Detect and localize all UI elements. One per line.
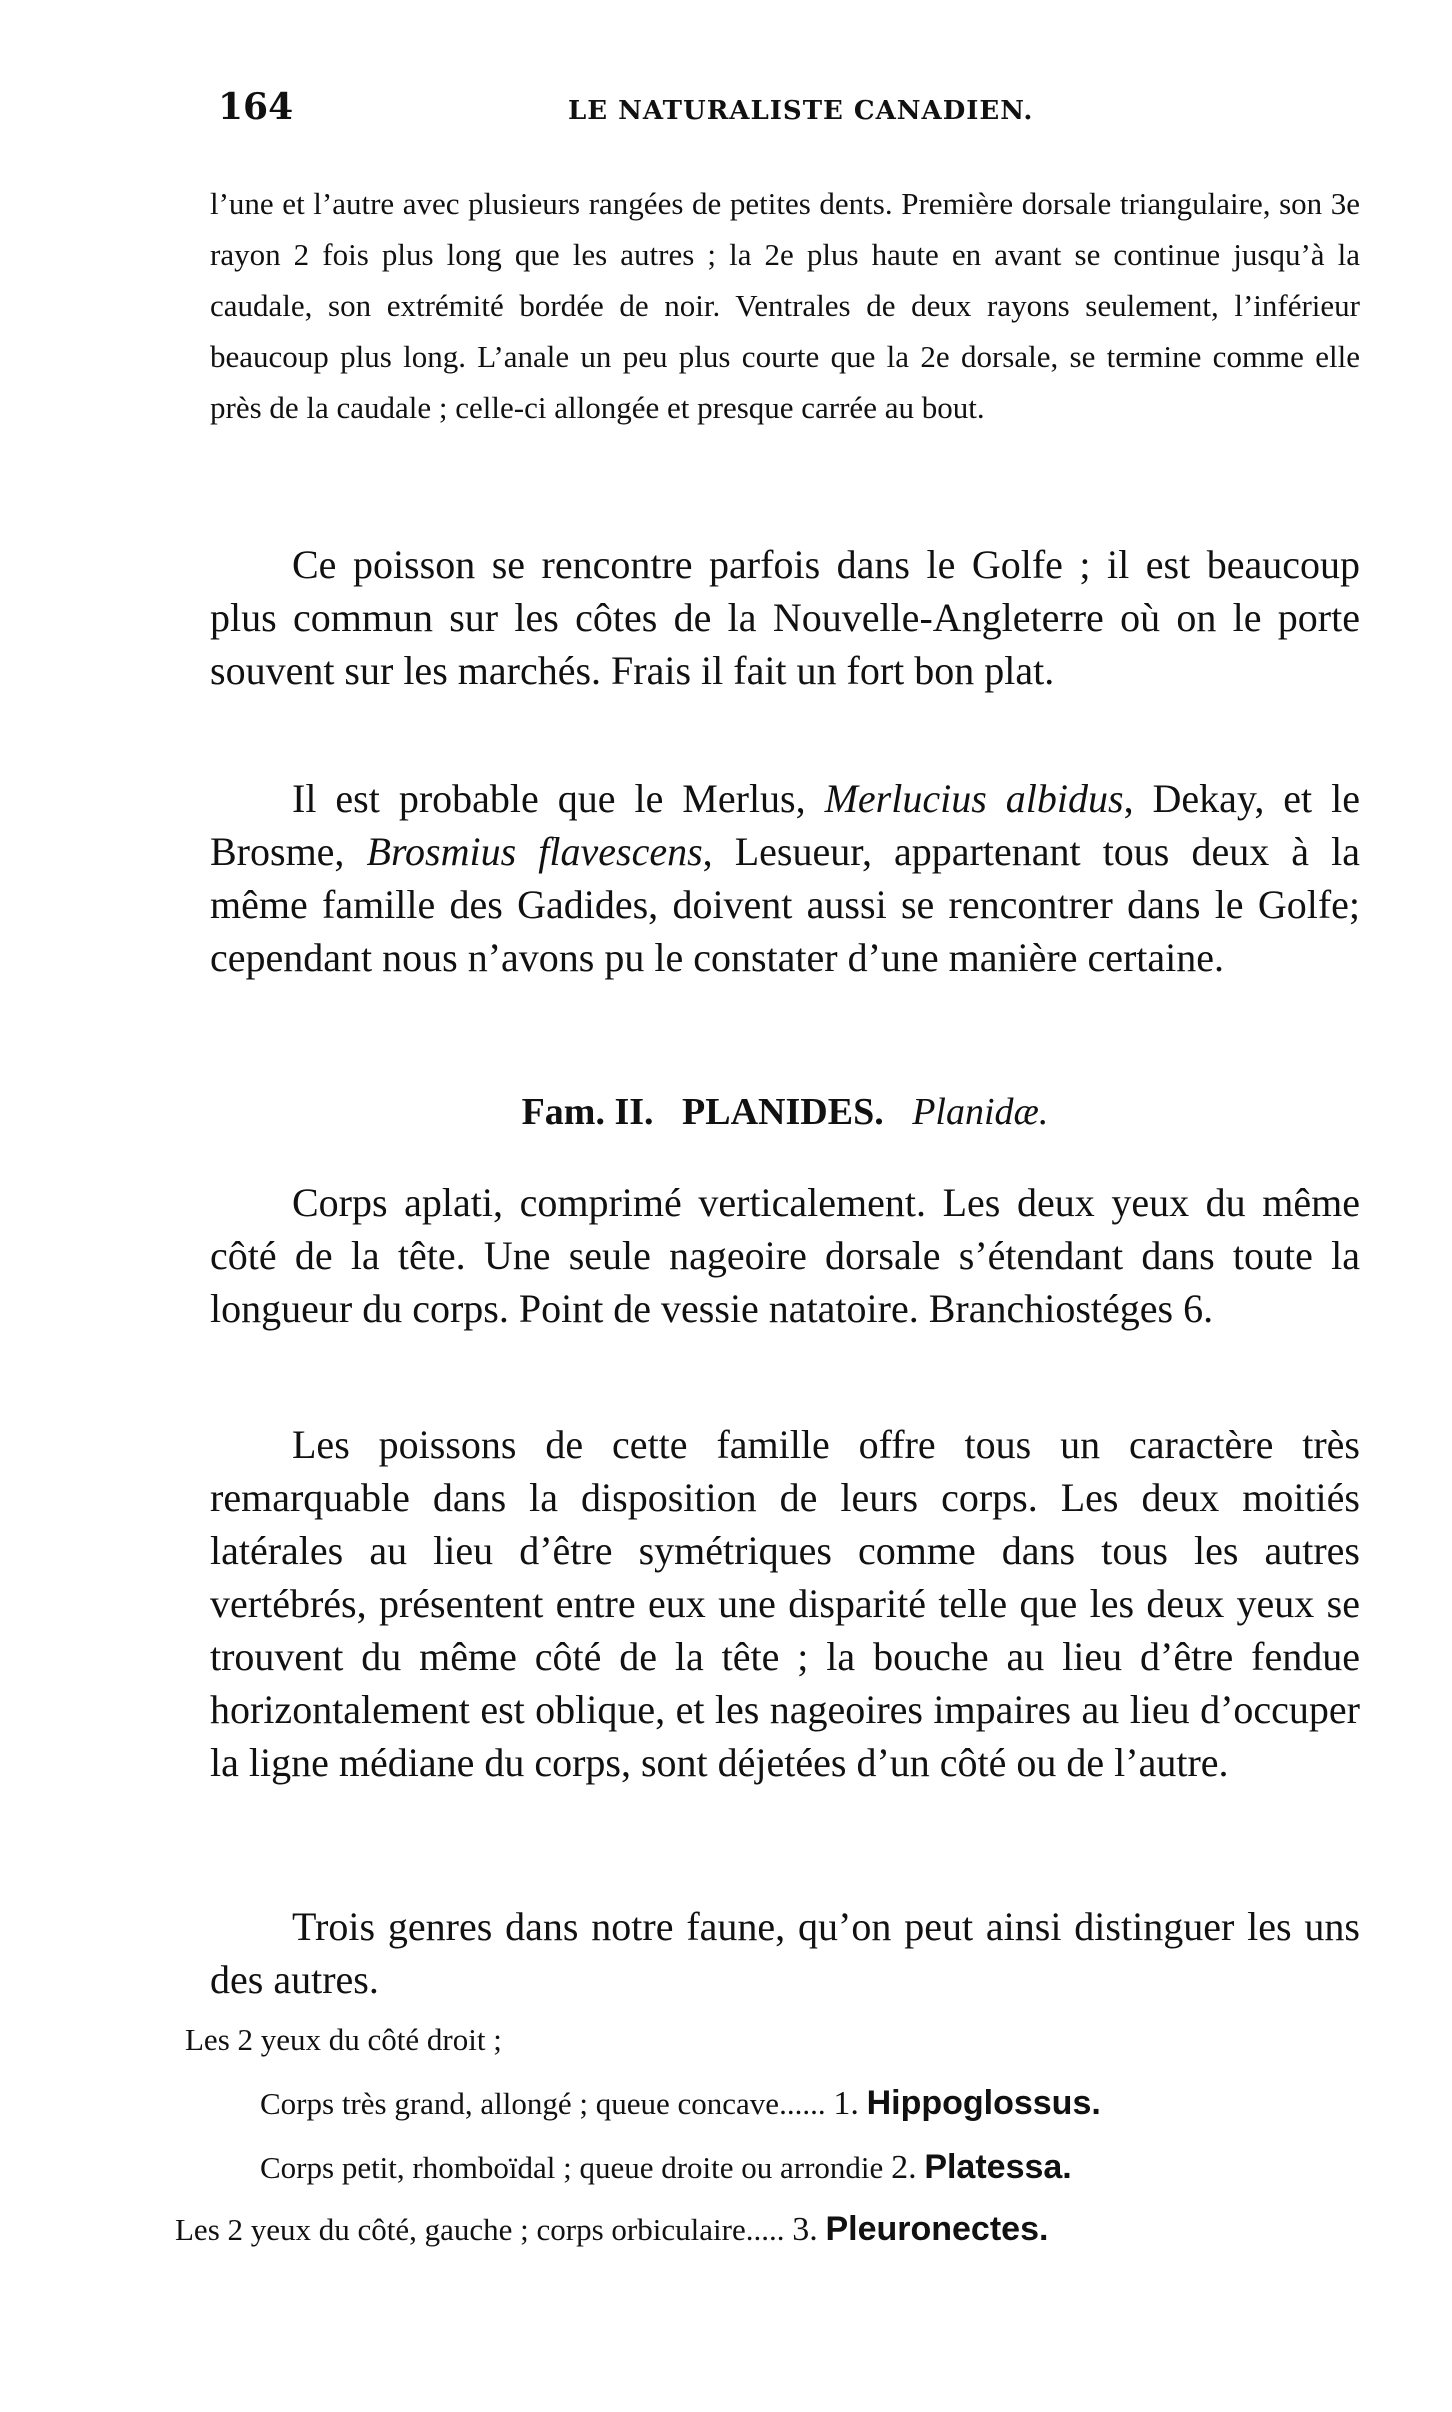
key-description: Corps très grand, allongé ; queue concave......: [260, 2086, 826, 2121]
key-number: 2.: [891, 2149, 917, 2186]
key-entry: [175, 2210, 1048, 2249]
family-number: Fam. II.: [521, 1091, 654, 1133]
paragraph-habitat: Ce poisson se rencontre parfois dans le Golfe ; il est beaucoup plus commun sur les côtes de la Nouvelle-Angleterre où on le porte souvent sur les marchés. Frais il fait un fort bon plat.: [210, 542, 1360, 693]
species-name: Brosmius flavescens: [366, 829, 703, 874]
genus-name: Pleuronectes.: [825, 2210, 1049, 2248]
key-number: 3.: [792, 2211, 818, 2248]
paragraph-family-description: Corps aplati, comprimé verticalement. Les deux yeux du même côté de la tête. Une seule nageoire dorsale s’étendant dans toute la longueur du corps. Point de vessie natatoire. Branchiostéges 6.: [210, 1180, 1360, 1331]
family-name: PLANIDES.: [682, 1091, 884, 1133]
page-header: [218, 86, 1358, 136]
key-entry: [260, 2148, 1072, 2187]
paragraph-merlus-brosme: [210, 772, 1360, 984]
top-paragraph: l’une et l’autre avec plusieurs rangées de petites dents. Première dorsale triangulaire, son 3e rayon 2 fois plus long que les autres ; la 2e plus haute en avant se continue jusqu’à la caudale, son extrémité bordée de noir. Ventrales de deux rayons seulement, l’inférieur beaucoup plus long. L’anale un peu plus courte que la 2e dorsale, se termine comme elle près de la caudale ; celle-ci allongée et presque carrée au bout.: [210, 186, 1360, 425]
key-number: 1.: [833, 2085, 859, 2122]
paragraph-text: , Lesueur, appartenant tous deux à la même famille des Gadides, doivent aussi se rencontrer dans le Golfe; cependant nous n’avons pu le constater d’une manière certaine.: [210, 829, 1360, 980]
key-description: Corps petit, rhomboïdal ; queue droite ou arrondie: [260, 2150, 884, 2185]
paragraph-text: , Dekay, et le Brosme,: [210, 776, 1361, 874]
paragraph-family-character: Les poissons de cette famille offre tous un caractère très remarquable dans la disposition de leurs corps. Les deux moitiés latérales au lieu d’être symétriques comme dans tous les autres vertébrés, présentent entre eux une disparité telle que les deux yeux se trouvent du même côté de la tête ; la bouche au lieu d’être fendue horizontalement est oblique, et les nageoires impaires au lieu d’occuper la ligne médiane du corps, sont déjetées d’un côté ou de l’autre.: [210, 1422, 1360, 1785]
family-heading: [210, 1090, 1360, 1134]
paragraph-genera-intro: Trois genres dans notre faune, qu’on peut ainsi distinguer les uns des autres.: [210, 1904, 1360, 2002]
running-title: LE NATURALISTE CANADIEN.: [568, 96, 1034, 126]
family-latin-name: Planidæ.: [912, 1091, 1049, 1133]
key-entry: [260, 2084, 1101, 2123]
genus-name: Platessa.: [924, 2148, 1072, 2186]
key-description: Les 2 yeux du côté, gauche ; corps orbiculaire.....: [175, 2212, 785, 2247]
species-name: Merlucius albidus: [824, 776, 1124, 821]
key-heading: Les 2 yeux du côté droit ;: [185, 2022, 502, 2057]
page-number: 164: [218, 86, 294, 128]
genus-name: Hippoglossus.: [866, 2084, 1101, 2122]
paragraph-text: Il est probable que le Merlus,: [292, 776, 825, 821]
